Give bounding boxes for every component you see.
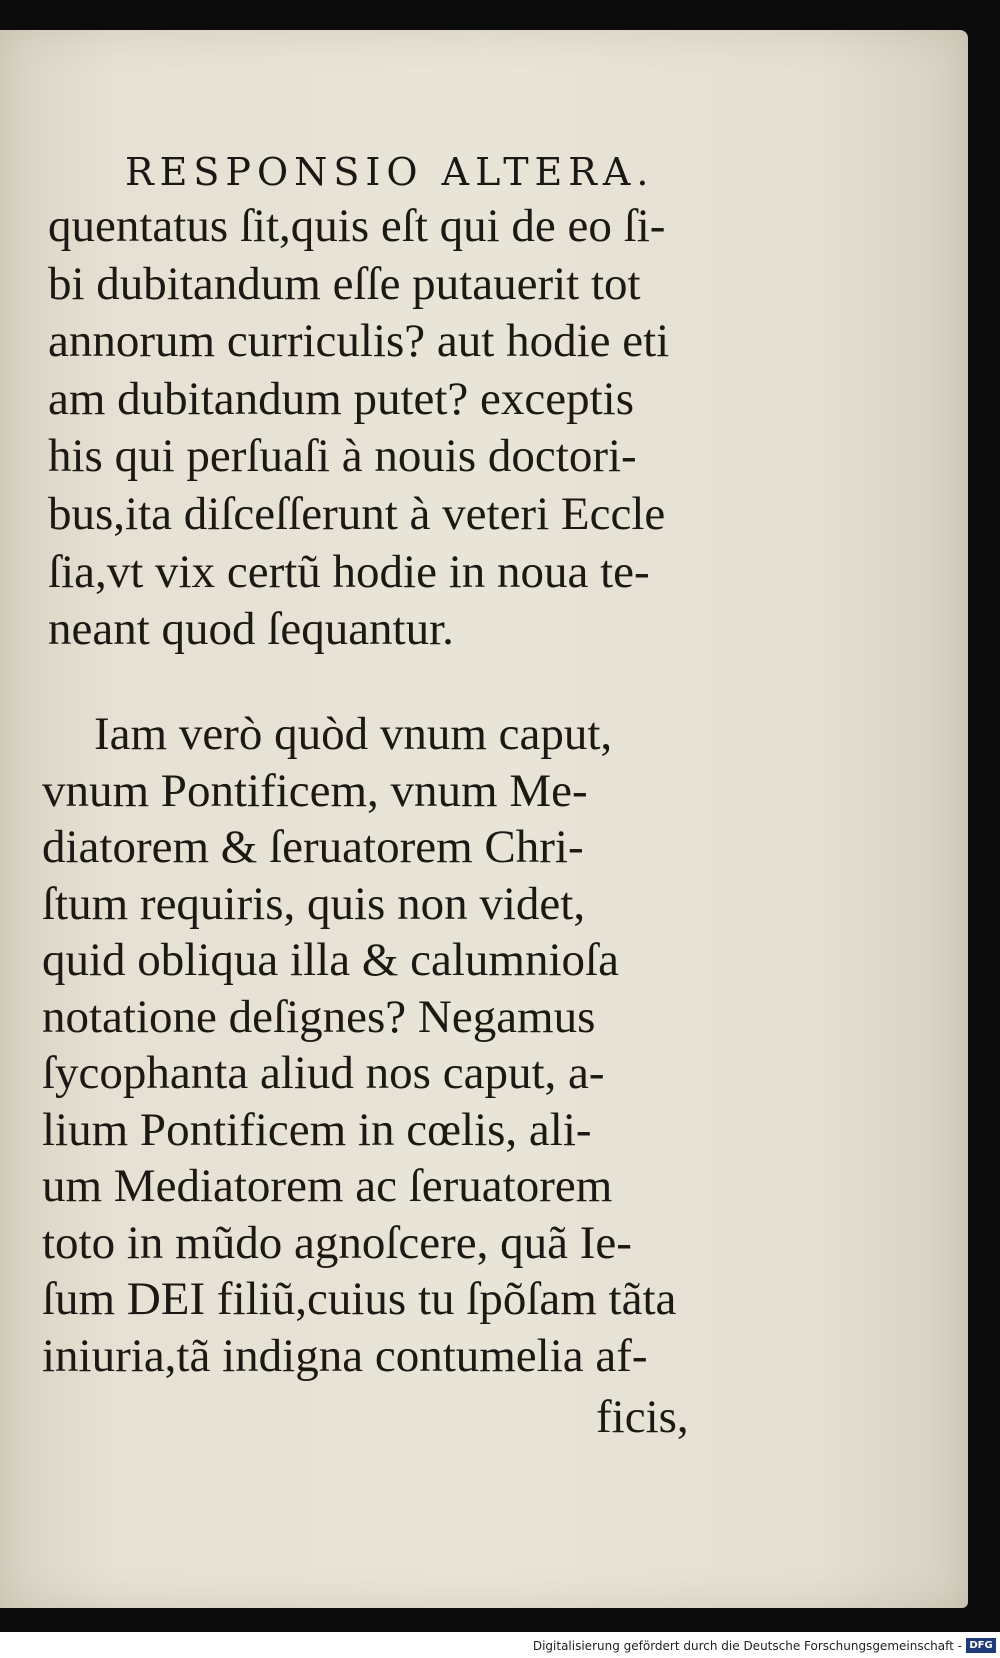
text-line: am dubitandum putet? exceptis <box>48 372 635 425</box>
text-line: diatorem & ſeruatorem Chri- <box>42 821 584 873</box>
text-line: ſia,vt vix certũ hodie in noua te- <box>48 545 650 598</box>
text-line: bus,ita diſceſſerunt à veteri Eccle <box>48 487 666 540</box>
footer-bar <box>0 1632 1000 1658</box>
text-line: quid obliqua illa & calumnioſa <box>42 934 619 986</box>
text-line: ſum DEI filiũ,cuius tu ſpõſam tãta <box>42 1273 677 1325</box>
paragraph-1 <box>48 198 708 659</box>
text-line: ſtum requiris, quis non videt, <box>42 877 586 930</box>
text-line: um Mediatorem ac ſeruatorem <box>42 1160 613 1212</box>
running-header: RESPONSIO ALTERA. <box>125 150 655 194</box>
text-line: lium Pontificem in cœlis, ali- <box>42 1103 592 1156</box>
text-line: bi dubitandum eſſe putauerit tot <box>48 257 641 310</box>
text-line: vnum Pontificem, vnum Me- <box>42 764 588 817</box>
text-line: notatione deſignes? Negamus <box>42 990 596 1043</box>
text-line: quentatus ſit,quis eſt qui de eo ſi- <box>48 200 666 252</box>
book-page <box>0 30 968 1608</box>
text-line: toto in mũdo agnoſcere, quã Ie- <box>42 1216 632 1269</box>
text-line: Iam verò quòd vnum caput, <box>94 708 613 760</box>
paragraph-2 <box>42 706 702 1384</box>
dfg-logo: DFG <box>966 1638 996 1653</box>
text-line: his qui perſuaſi à nouis doctori- <box>48 430 637 483</box>
footer-credit: Digitalisierung gefördert durch die Deutsche Forschungsgemeinschaft - <box>532 1639 962 1653</box>
catchword: ficis, <box>596 1391 689 1443</box>
text-line: annorum curriculis? aut hodie eti <box>48 315 670 368</box>
text-line: iniuria,tã indigna contumelia af- <box>42 1329 648 1382</box>
text-line: ſycophanta aliud nos caput, a- <box>42 1047 605 1099</box>
text-line: neant quod ſequantur. <box>48 603 454 656</box>
